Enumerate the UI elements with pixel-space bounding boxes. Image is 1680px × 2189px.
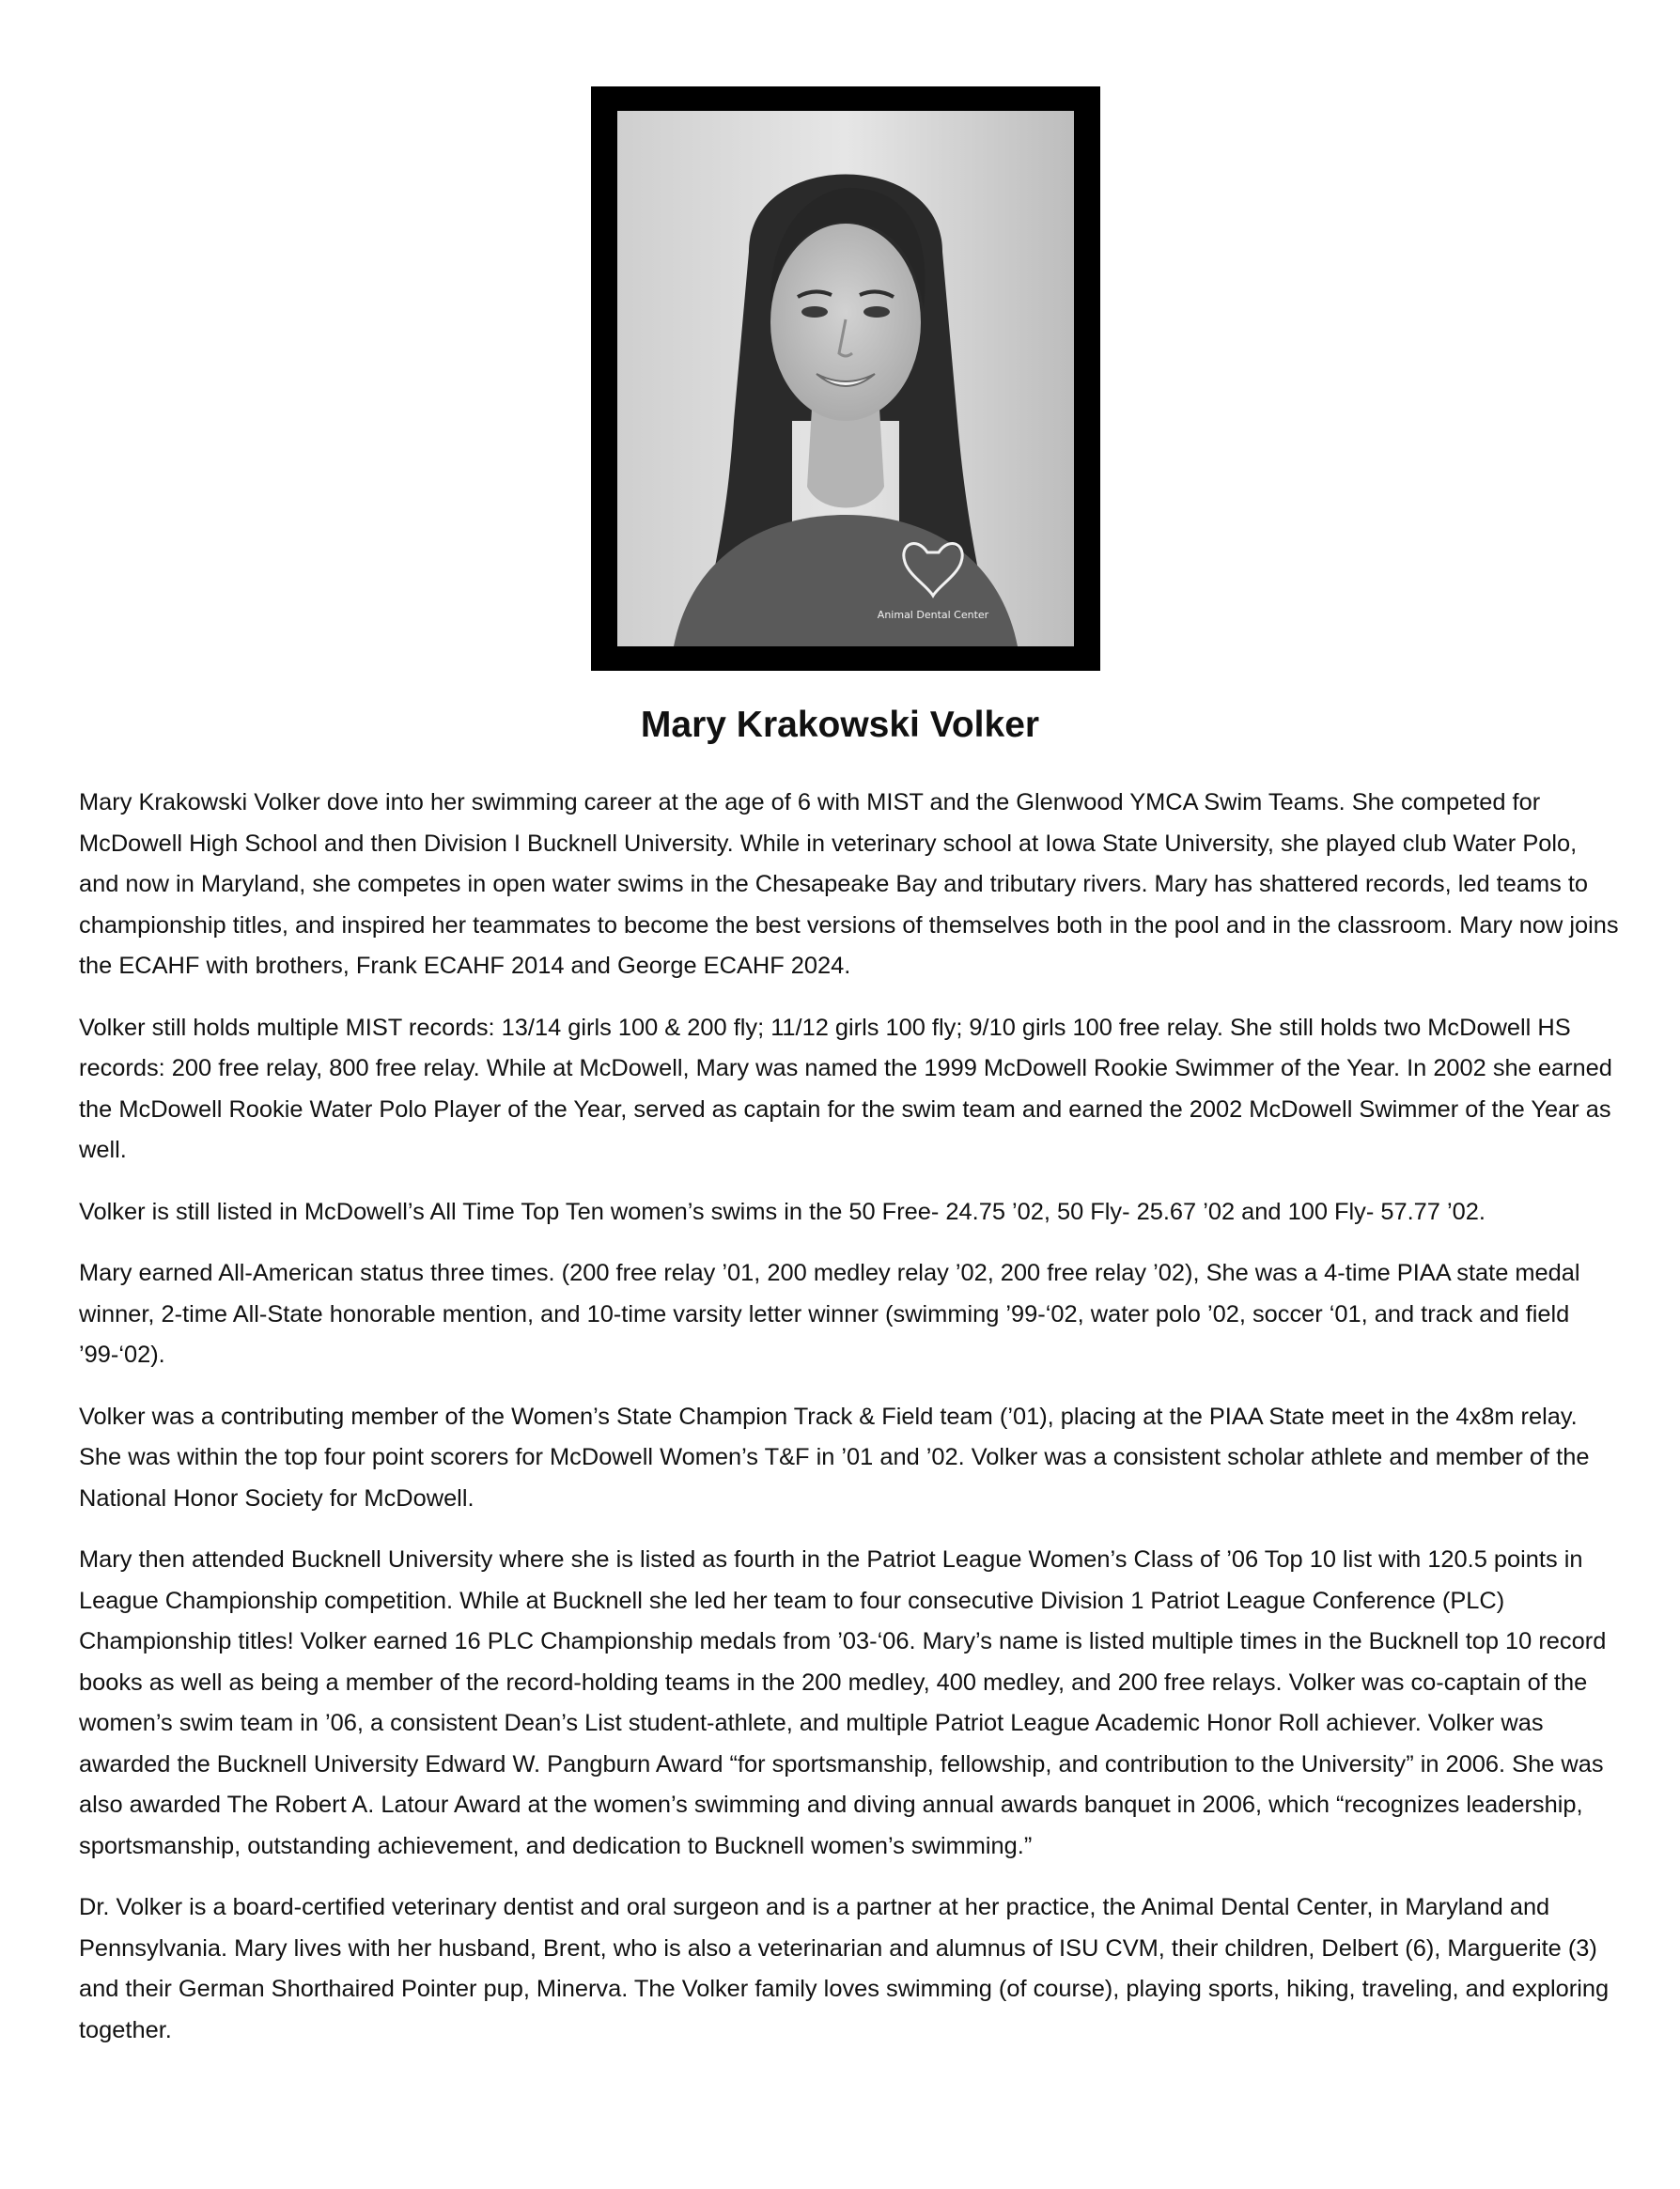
bio-paragraph-7: Dr. Volker is a board-certified veterinary dentist and oral surgeon and is a partner at her practice, the Animal Dental Center, in Maryland and Pennsylvania. Mary lives with her husband, Brent, who is also a veterinarian and alumnus of ISU CVM, their children, Delbert (6), Marguerite (3) and their German Shorthaired Pointer pup, Minerva. The Volker family loves swimming (of course), playing sports, hiking, traveling, and exploring together. bbox=[79, 1894, 1610, 2043]
page-title: Mary Krakowski Volker bbox=[640, 705, 1040, 745]
photo-logo-text: Animal Dental Center bbox=[877, 609, 989, 621]
bio-paragraph-2: Volker still holds multiple MIST records: 13/14 girls 100 & 200 fly; 11/12 girls 100 fly; 9/10 girls 100 free relay. She still holds two McDowell HS records: 200 free relay, 800 free relay. While at McDowell, Mary was named the 1999 McDowell Rookie Swimmer of the Year. In 2002 she earned the McDowell Rookie Water Polo Player of the Year, served as captain for the swim team and earned the 2002 McDowell Swimmer of the Year as well. bbox=[79, 1014, 1612, 1163]
bio-paragraph-1: Mary Krakowski Volker dove into her swimming career at the age of 6 with MIST and the Glenwood YMCA Swim Teams. She competed for McDowell High School and then Division I Bucknell University. While in veterinary school at Iowa State University, she played club Water Polo, and now in Maryland, she competes in open water swims in the Chesapeake Bay and tributary rivers. Mary has shattered records, led teams to championship titles, and inspired her teammates to become the best versions of themselves both in the pool and in the classroom. Mary now joins the ECAHF with brothers, Frank ECAHF 2014 and George ECAHF 2024. bbox=[79, 789, 1619, 979]
bio-paragraph-6: Mary then attended Bucknell University where she is listed as fourth in the Patriot League Women’s Class of ’06 Top 10 list with 120.5 points in League Championship competition. While at Bucknell she led her team to four consecutive Division 1 Patriot League Conference (PLC) Championship titles! Volker earned 16 PLC Championship medals from ’03-‘06. Mary’s name is listed multiple times in the Bucknell top 10 record books as well as being a member of the record-holding teams in the 200 medley, 400 medley, and 200 free relays. Volker was co-captain of the women’s swim team in ’06, a consistent Dean’s List student-athlete, and multiple Patriot League Academic Honor Roll achiever. Volker was awarded the Bucknell University Edward W. Pangburn Award “for sportsmanship, fellowship, and contribution to the University” in 2006. She was also awarded The Robert A. Latour Award at the women’s swimming and diving annual awards banquet in 2006, which “recognizes leadership, sportsmanship, outstanding achievement, and dedication to Bucknell women’s swimming.” bbox=[79, 1546, 1607, 1859]
biography-body bbox=[79, 783, 1620, 2072]
portrait-photo bbox=[617, 111, 1074, 646]
portrait-frame bbox=[591, 86, 1100, 671]
bio-paragraph-3: Volker is still listed in McDowell’s All Time Top Ten women’s swims in the 50 Free- 24.75 ’02, 50 Fly- 25.67 ’02 and 100 Fly- 57.77 ’02. bbox=[79, 1198, 1486, 1225]
bio-paragraph-5: Volker was a contributing member of the Women’s State Champion Track & Field team (’01), placing at the PIAA State meet in the 4x8m relay. She was within the top four point scorers for McDowell Women’s T&F in ’01 and ’02. Volker was a consistent scholar athlete and member of the National Honor Society for McDowell. bbox=[79, 1403, 1590, 1512]
bio-paragraph-4: Mary earned All-American status three times. (200 free relay ’01, 200 medley relay ’02, 200 free relay ’02), She was a 4-time PIAA state medal winner, 2-time All-State honorable mention, and 10-time varsity letter winner (swimming ’99-‘02, water polo ’02, soccer ‘01, and track and field ’99-‘02). bbox=[79, 1260, 1580, 1368]
portrait-illustration bbox=[617, 111, 1074, 646]
